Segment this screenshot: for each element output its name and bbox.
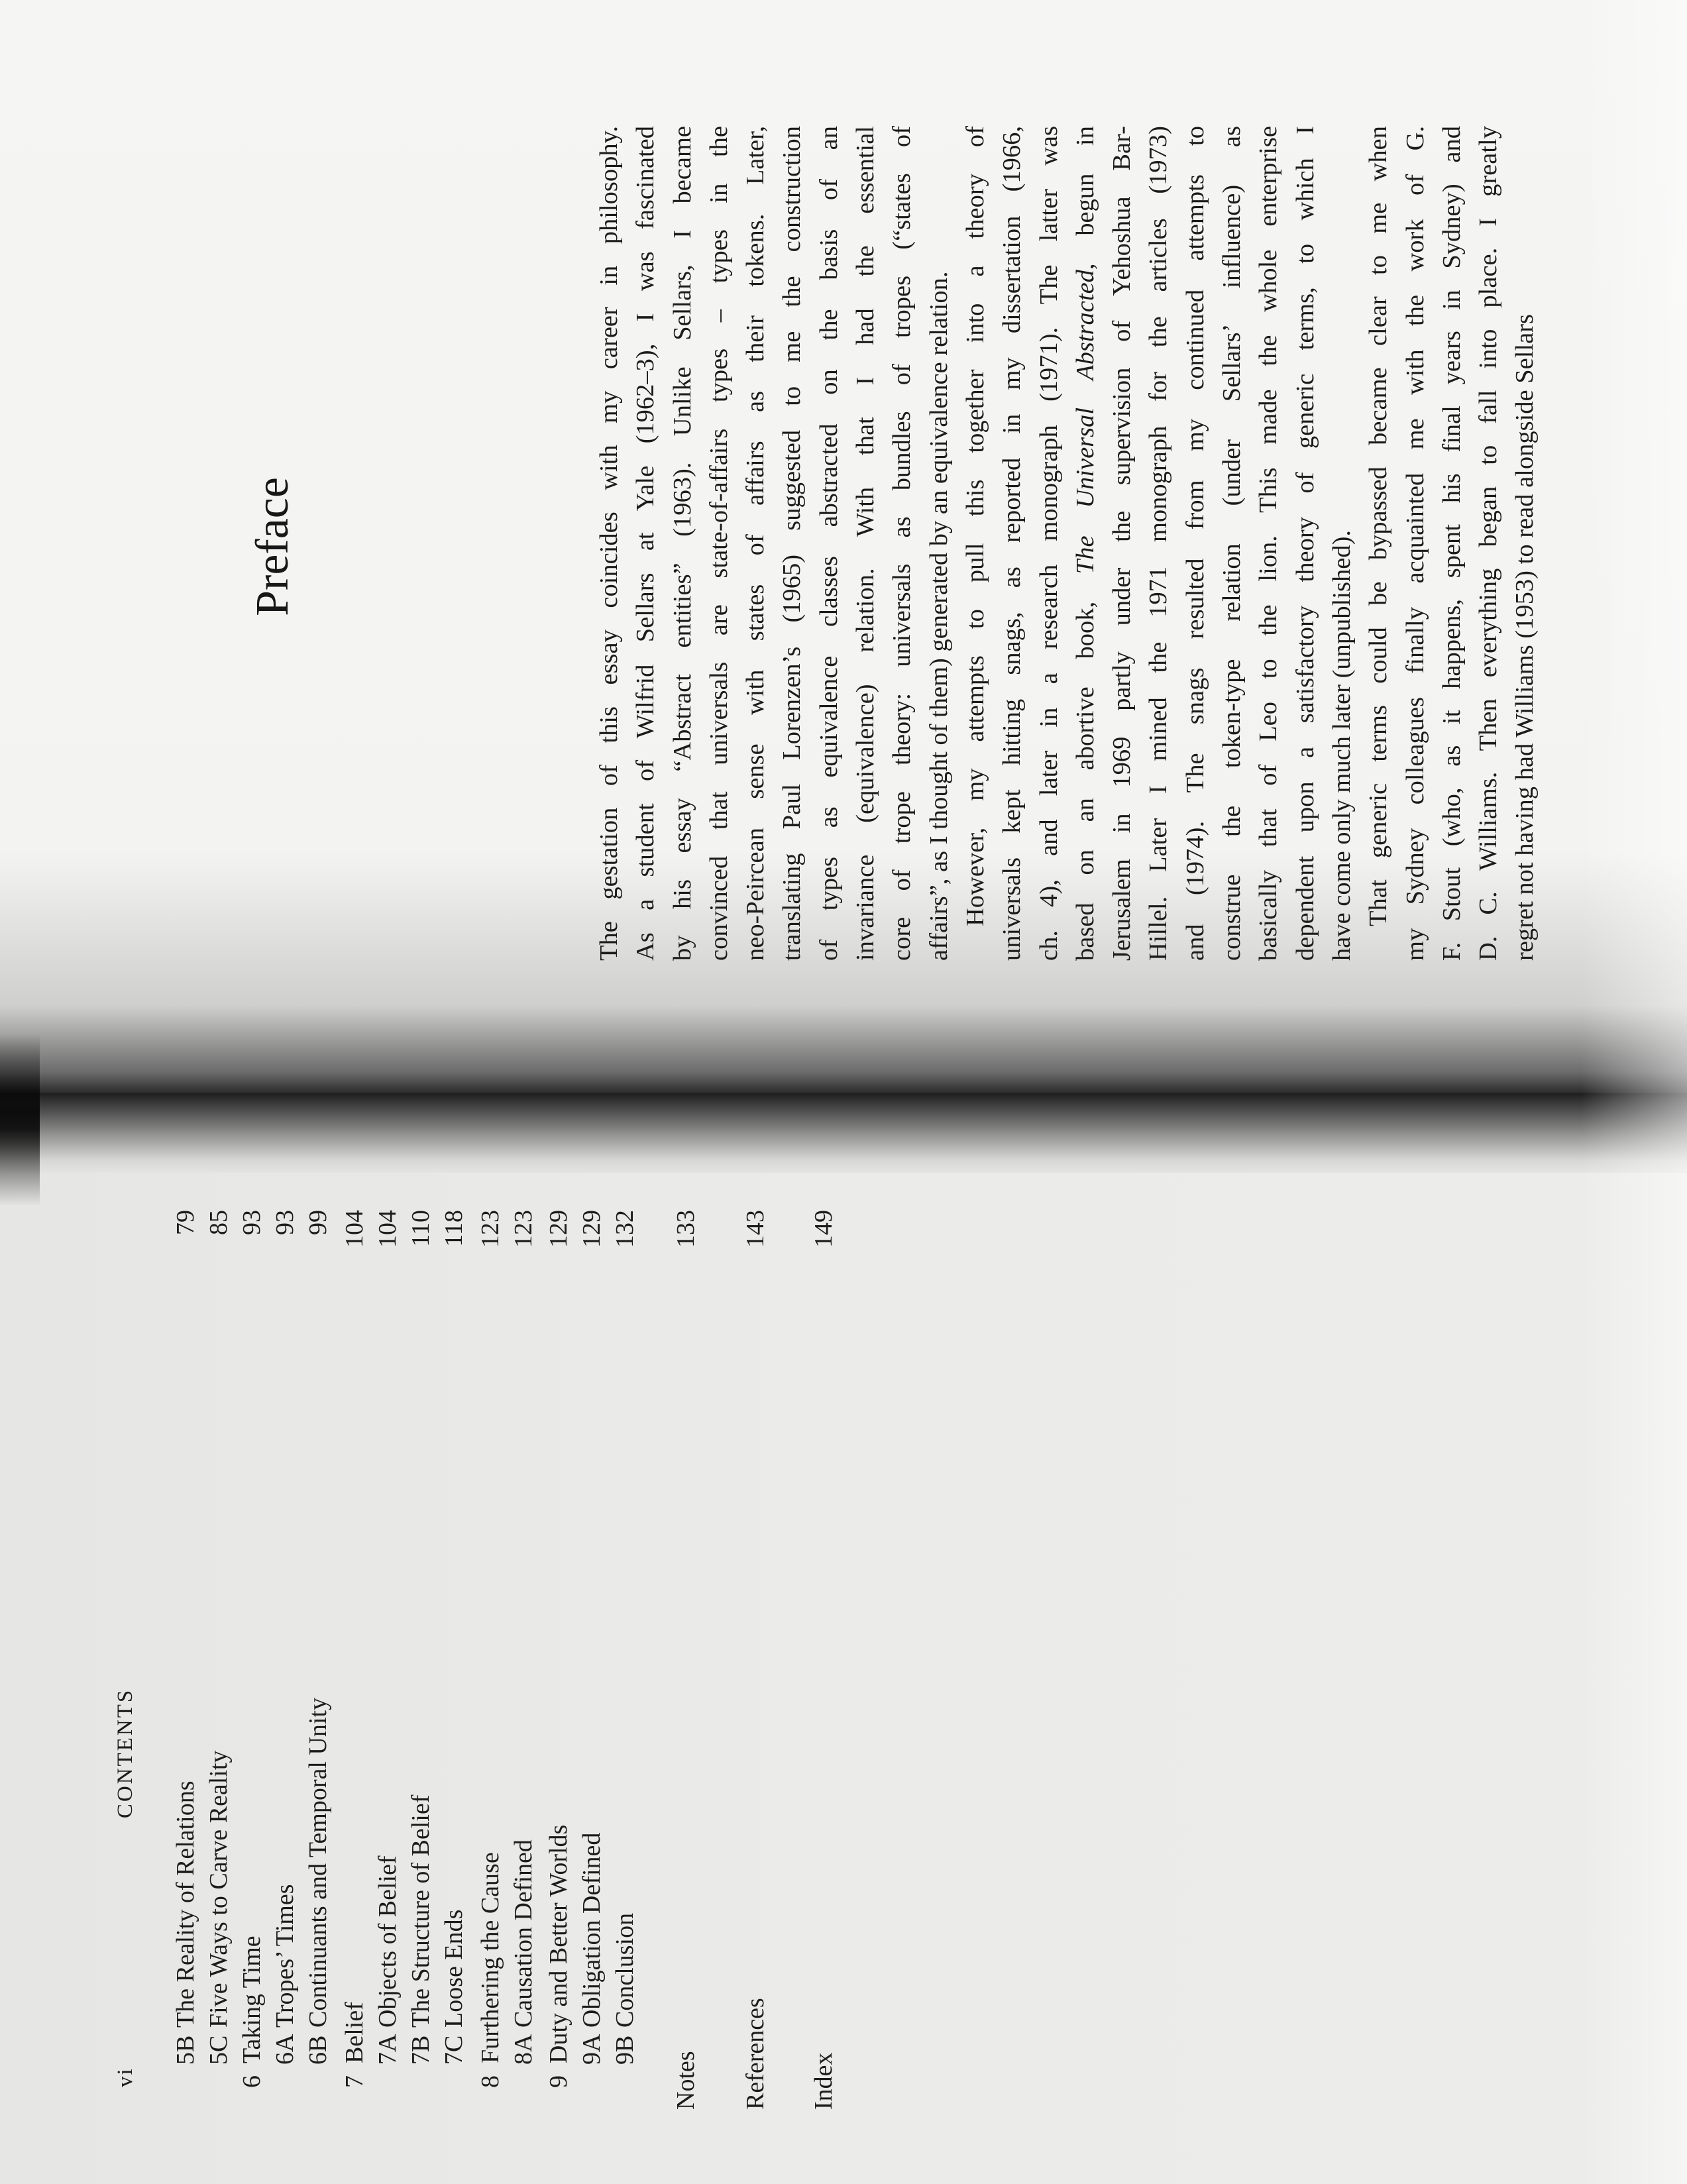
toc-entry-page: 93 [238, 1210, 266, 1235]
toc-entry-page: 85 [205, 1210, 233, 1235]
page-number: vi [113, 2067, 137, 2087]
text-line: by his essay “Abstract entities” (1963). Unlike Sellars, I became [668, 126, 696, 961]
text-line: The gestation of this essay coincides with my career in philosophy. [595, 126, 623, 961]
toc-entry-number: 6 [238, 2075, 266, 2088]
text-line: construe the token-type relation (under Sellars’ influence) as [1218, 126, 1246, 961]
toc-entry-page: 133 [672, 1210, 700, 1248]
preface-paragraph [957, 126, 1360, 961]
text-line: universals kept hitting snags, as reported in my dissertation (1966, [998, 126, 1026, 961]
toc-entry [301, 1173, 335, 2184]
toc-entry-label: Conclusion [611, 1912, 639, 2028]
toc-entry-page: 149 [810, 1210, 838, 1248]
toc-entry-number: 6A [271, 2034, 299, 2065]
toc-entry-label: Furthering the Cause [476, 1852, 504, 2063]
text-line: translating Paul Lorenzen’s (1965) suggested to me the construction [778, 126, 806, 961]
toc-entry [338, 1173, 371, 2184]
text-line: convinced that universals are state-of-affairs types – types in the [704, 126, 733, 961]
toc-entry-number: 9A [578, 2034, 606, 2065]
toc-entry [507, 1173, 540, 2184]
toc-entry-label: References [741, 1998, 769, 2110]
text-line: That generic terms could be bypassed became clear to me when [1364, 126, 1393, 926]
toc-entry [235, 1173, 268, 2184]
page-title: Preface [247, 477, 298, 616]
toc-entry [669, 1173, 702, 2184]
text-line: ch. 4), and later in a research monograph (1971). The latter was [1034, 126, 1063, 961]
toc-entry-label: Duty and Better Worlds [545, 1824, 572, 2063]
toc-entry [404, 1173, 437, 2184]
toc-entry-page: 143 [741, 1210, 769, 1248]
toc-entry-page: 123 [510, 1210, 537, 1248]
toc-entry-label: Causation Defined [510, 1839, 537, 2028]
preface-paragraph [591, 126, 957, 961]
toc-entry-page: 104 [374, 1210, 402, 1248]
toc-entry-page: 99 [304, 1210, 332, 1235]
toc-entry-label: Belief [341, 2002, 368, 2063]
toc-entry-page: 93 [271, 1210, 299, 1235]
toc-entry [437, 1173, 470, 2184]
toc-entry-number: 9 [545, 2075, 572, 2088]
toc-entry-number: 8A [510, 2034, 537, 2065]
toc-entry-label: Obligation Defined [578, 1832, 606, 2028]
toc-entry-page: 129 [578, 1210, 606, 1248]
toc-entry-label: Notes [672, 2051, 700, 2110]
text-line: and (1974). The snags resulted from my continued attempts to [1181, 126, 1209, 961]
preface-paragraph [1360, 126, 1543, 961]
text-line: dependent upon a satisfactory theory of generic terms, to which I [1291, 126, 1319, 961]
toc-entry-label: Taking Time [238, 1936, 266, 2063]
text-line: core of trope theory: universals as bundles of tropes (“states of [888, 126, 916, 961]
toc-entry-label: Index [810, 2052, 838, 2110]
text-line: based on an abortive book, The Universal Abstracted, begun in [1071, 126, 1099, 961]
running-head-title: CONTENTS [113, 1688, 137, 1819]
toc-entry-label: Objects of Belief [374, 1855, 402, 2028]
toc-entry-page: 123 [476, 1210, 504, 1248]
toc-entry [575, 1173, 608, 2184]
toc-entry-number: 5C [205, 2035, 233, 2065]
book-spine-gutter [0, 1093, 1687, 1173]
text-line: invariance (equivalence) relation. With that I had the essential [851, 126, 880, 961]
toc-entry [169, 1173, 202, 2184]
toc-entry [268, 1173, 301, 2184]
toc-entry-number: 7A [374, 2034, 402, 2065]
toc-entry [474, 1173, 507, 2184]
toc-entry-number: 6B [304, 2035, 332, 2065]
toc-entry-number: 5B [172, 2035, 199, 2065]
toc-entry-number: 9B [611, 2035, 639, 2065]
toc-entry-label: Loose Ends [440, 1909, 468, 2028]
toc-entry-label: Tropes’ Times [271, 1884, 299, 2028]
toc-entry [371, 1173, 404, 2184]
text-line: affairs”, as I thought of them) generated by an equivalence relation. [924, 271, 953, 961]
preface-body [591, 126, 1544, 961]
text-line: F. Stout (who, as it happens, spent his final years in Sydney) and [1437, 126, 1466, 961]
text-line: of types as equivalence classes abstracted on the basis of an [814, 126, 843, 961]
text-line: regret not having had Williams (1953) to read alongside Sellars [1511, 313, 1539, 961]
toc-entry-label: Five Ways to Carve Reality [205, 1750, 233, 2028]
text-line: neo-Peircean sense with states of affairs as their tokens. Later, [741, 126, 770, 961]
toc-entry [202, 1173, 235, 2184]
toc-entry-page: 110 [407, 1210, 435, 1247]
text-line: D. C. Williams. Then everything began to fall into place. I greatly [1474, 126, 1503, 961]
toc-entry-page: 132 [611, 1210, 639, 1248]
toc-entry-page: 79 [172, 1210, 199, 1235]
toc-entry-page: 118 [440, 1210, 468, 1247]
text-line: However, my attempts to pull this together into a theory of [961, 126, 989, 926]
toc-entry [608, 1173, 641, 2184]
toc-entry-number: 7B [407, 2035, 435, 2065]
text-line: basically that of Leo to the lion. This made the whole enterprise [1254, 126, 1283, 961]
text-line: Jerusalem in 1969 partly under the supervision of Yehoshua Bar- [1108, 126, 1136, 961]
toc-entry-label: The Structure of Belief [407, 1794, 435, 2028]
toc-entry [542, 1173, 575, 2184]
text-line: Hillel. Later I mined the 1971 monograph for the articles (1973) [1144, 126, 1173, 961]
text-line: have come only much later (unpublished). [1327, 529, 1356, 961]
toc-entry-label: The Reality of Relations [172, 1780, 199, 2028]
toc-entry-page: 129 [545, 1210, 572, 1248]
toc-entry-number: 7C [440, 2035, 468, 2065]
toc-entry [739, 1173, 772, 2184]
toc-entry-page: 104 [341, 1210, 368, 1248]
toc-entry-number: 8 [476, 2075, 504, 2088]
toc-entry-number: 7 [341, 2075, 368, 2088]
contents-page [0, 1173, 1687, 2184]
toc-entry [807, 1173, 840, 2184]
toc-entry-label: Continuants and Temporal Unity [304, 1698, 332, 2028]
text-line: As a student of Wilfrid Sellars at Yale (1962–3), I was fascinated [631, 126, 660, 961]
text-line: my Sydney colleagues finally acquainted me with the work of G. [1401, 126, 1429, 961]
